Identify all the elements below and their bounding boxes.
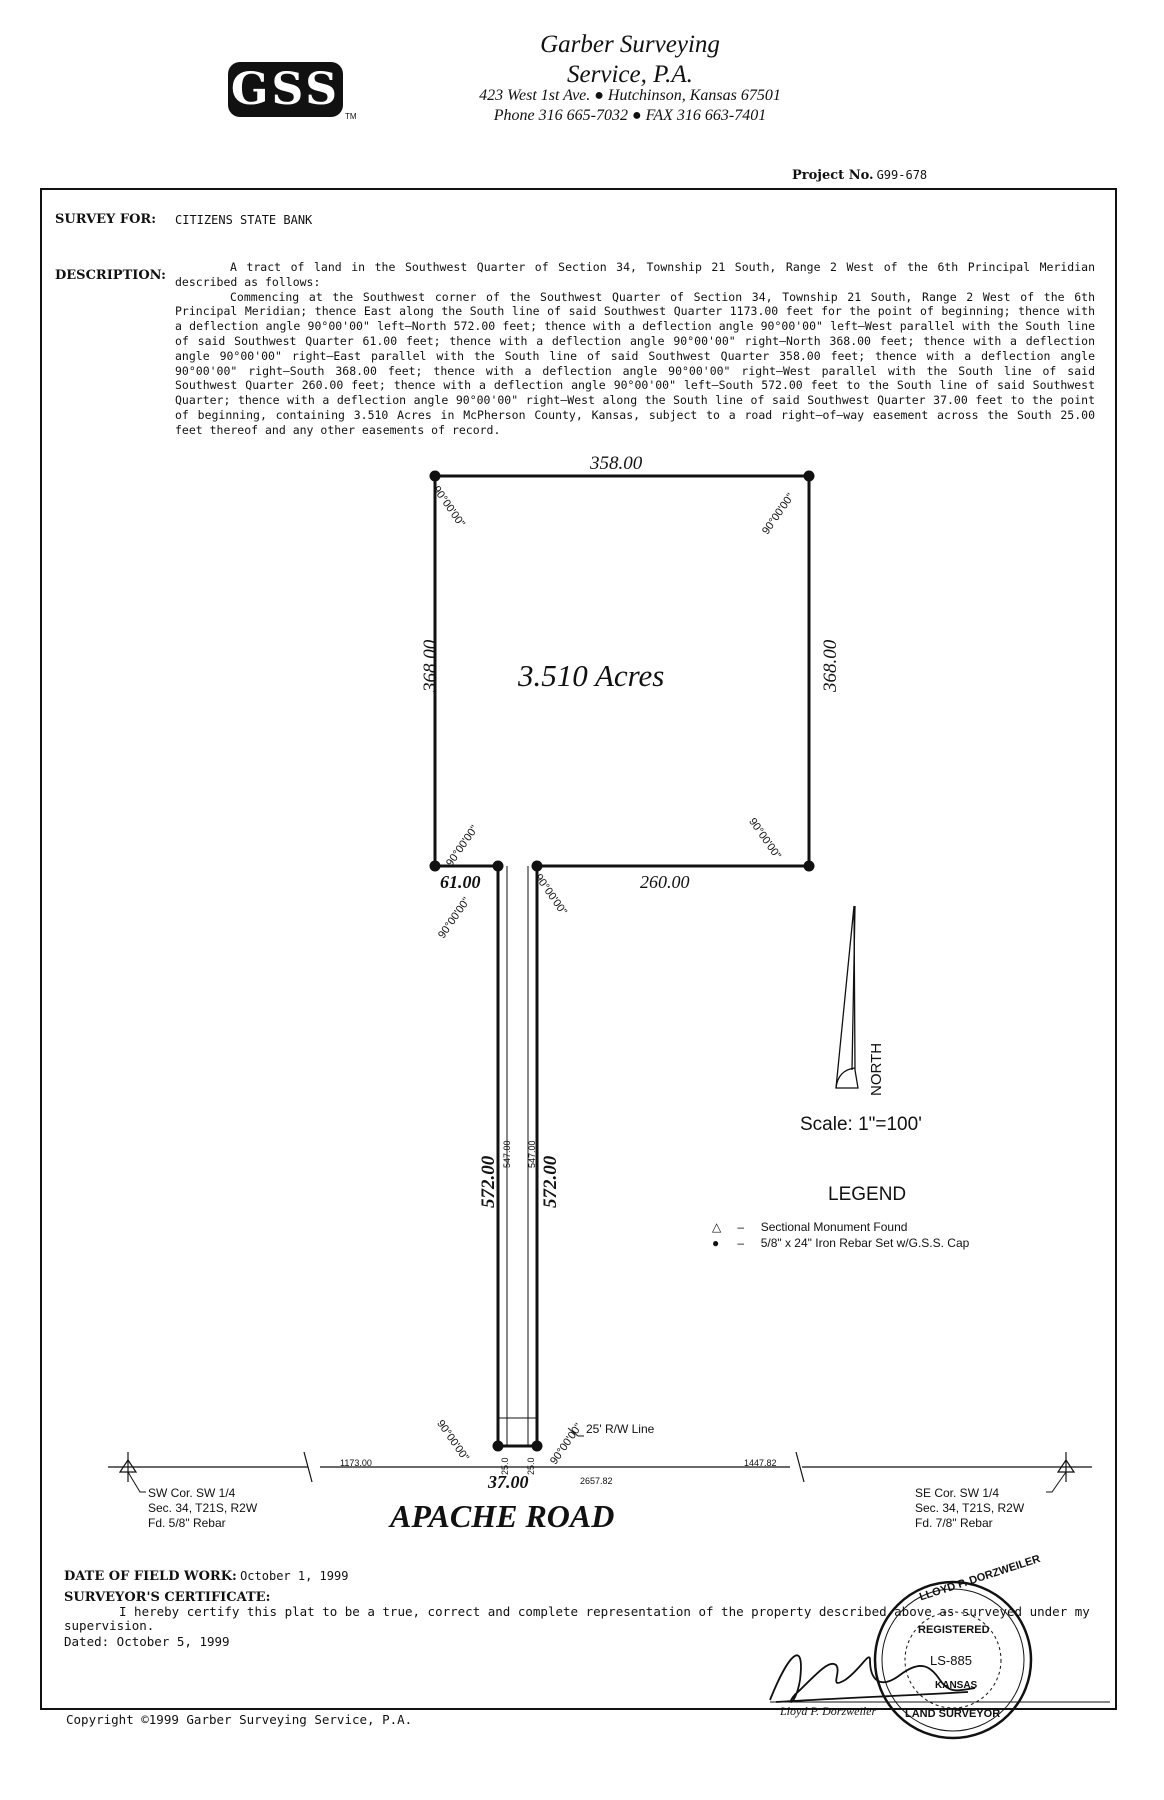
certificate-date: Dated: October 5, 1999 <box>64 1634 230 1649</box>
sw-corner-line1: SW Cor. SW 1/4 <box>148 1486 236 1500</box>
certificate-text: I hereby certify this plat to be a true, correct and complete representation of the property described above as surveyed under my supervision. <box>64 1604 1090 1633</box>
plat-scale: Scale: 1"=100' <box>800 1114 922 1135</box>
company-name-line1: Garber Surveying <box>540 31 720 58</box>
seal-title: LAND SURVEYOR <box>905 1708 1001 1720</box>
project-value: G99-678 <box>876 168 928 182</box>
dim-572-right: 572.00 <box>540 1155 561 1208</box>
north-label: NORTH <box>868 1042 885 1096</box>
project-label: Project No. <box>792 168 874 183</box>
north-arrow-icon <box>836 906 858 1088</box>
rebar-icon <box>430 471 441 482</box>
copyright: Copyright ©1999 Garber Surveying Service, P.A. <box>66 1712 413 1727</box>
seal-registered: REGISTERED <box>918 1624 990 1636</box>
se-leader <box>1046 1472 1066 1492</box>
se-corner-line2: Sec. 34, T21S, R2W <box>915 1501 1025 1515</box>
dim-572-left: 572.00 <box>478 1155 499 1208</box>
tract-outline <box>435 476 809 1446</box>
description-label: DESCRIPTION: <box>55 268 166 283</box>
rebar-icon <box>532 861 543 872</box>
description-intro: A tract of land in the Southwest Quarter of Section 34, Township 21 South, Range 2 West of the 6th Principal Meridian described as follows: <box>175 260 1095 289</box>
dim-25-left: 25.0 <box>500 1457 510 1475</box>
south-line-2657: 2657.82 <box>580 1476 613 1486</box>
dim-260: 260.00 <box>640 872 690 892</box>
rebar-icon <box>804 861 815 872</box>
seal-name: LLOYD P. DORZWEILER <box>918 1552 1042 1604</box>
legend-dash: – <box>737 1220 745 1234</box>
angle-nw: 90°00'00" <box>430 484 468 530</box>
dim-left: 368.00 <box>420 639 441 692</box>
trademark-mark: TM <box>345 112 357 121</box>
tract-boundary <box>435 476 809 1446</box>
sw-leader <box>128 1472 146 1492</box>
dim-61: 61.00 <box>440 872 481 892</box>
rebar-icon <box>430 861 441 872</box>
dim-37: 37.00 <box>488 1472 529 1492</box>
dim-547-right: 547.00 <box>527 1140 537 1168</box>
se-corner-line1: SE Cor. SW 1/4 <box>915 1486 1000 1500</box>
se-corner-line3: Fd. 7/8" Rebar <box>915 1516 993 1530</box>
rebar-markers <box>430 471 815 1452</box>
legend-item-monument <box>712 1220 907 1234</box>
rebar-icon <box>493 861 504 872</box>
se-corner-note <box>915 1486 1024 1531</box>
rebar-icon <box>493 1441 504 1452</box>
dim-547-left: 547.00 <box>502 1140 512 1168</box>
sw-corner-line3: Fd. 5/8" Rebar <box>148 1516 226 1530</box>
tract-area: 3.510 Acres <box>518 658 665 693</box>
certificate-label: SURVEYOR'S CERTIFICATE: <box>64 1590 271 1605</box>
field-work-value: October 1, 1999 <box>240 1569 349 1583</box>
south-line-1173: 1173.00 <box>340 1458 372 1468</box>
legend-dash: – <box>737 1236 745 1250</box>
company-name-line2: Service, P.A. <box>567 61 693 88</box>
angle-south: 90°00'00" <box>548 1421 585 1467</box>
dim-top: 358.00 <box>590 453 643 474</box>
angle-260: 90°00'00" <box>532 872 570 918</box>
legend-text: Sectional Monument Found <box>760 1220 908 1234</box>
seal-number: LS-885 <box>930 1653 972 1668</box>
row-line-label: 25' R/W Line <box>586 1422 655 1436</box>
rebar-legend-icon: ● <box>712 1236 720 1250</box>
angle-ne: 90°00'00" <box>760 491 797 537</box>
rebar-icon <box>804 471 815 482</box>
signer-name: Lloyd P. Dorzweiler <box>780 1704 877 1718</box>
seal-state: KANSAS <box>935 1680 978 1691</box>
legend-item-rebar <box>712 1236 969 1250</box>
legend-text: 5/8" x 24" Iron Rebar Set w/G.S.S. Cap <box>760 1236 970 1250</box>
company-logo: GSS <box>228 62 343 117</box>
legend-title: LEGEND <box>828 1184 907 1205</box>
dim-25-right: 25.0 <box>526 1457 536 1475</box>
field-work-date <box>64 1568 348 1584</box>
sw-corner-line2: Sec. 34, T21S, R2W <box>148 1501 258 1515</box>
rebar-icon <box>532 1441 543 1452</box>
angle-pob: 90°00'00" <box>434 1418 472 1464</box>
road-name: APACHE ROAD <box>390 1498 615 1534</box>
monument-icon: △ <box>712 1220 722 1234</box>
angle-se: 90°00'00" <box>746 816 784 862</box>
angle-61: 90°00'00" <box>436 895 473 941</box>
survey-for-label: SURVEY FOR: <box>55 212 157 227</box>
description-body: Commencing at the Southwest corner of the Southwest Quarter of Section 34, Township 21 South, Range 2 West of the 6th Principal Meridian; thence East along the South line of said Southwest Quarter 1173.00 feet for the point of beginning; thence with a deflection angle 90°00'00" left–North 572.00 feet; thence with a deflection angle 90°00'00" left–West parallel with the South line of said Southwest Quarter 61.00 feet; thence with a deflection angle 90°00'00" right–North 368.00 feet; thence with a deflection angle 90°00'00" right–East parallel with the South line of said Southwest Quarter 358.00 feet; thence with a deflection angle 90°00'00" right–South 368.00 feet; thence with a deflection angle 90°00'00" right–West parallel with the South line of said Southwest Quarter 260.00 feet; thence with a deflection angle 90°00'00" left–South 572.00 feet to the South line of said Southwest Quarter; thence with a deflection angle 90°00'00" right–West along the South line of said Southwest Quarter 37.00 feet to the point of beginning, containing 3.510 Acres in McPherson County, Kansas, subject to a road right–of–way easement across the South 25.00 feet thereof and any other easements of record. <box>175 289 1095 437</box>
south-line-1447: 1447.82 <box>744 1458 777 1468</box>
field-work-label: DATE OF FIELD WORK: <box>64 1569 237 1584</box>
dim-right: 368.00 <box>820 639 841 692</box>
company-address: 423 West 1st Ave. ● Hutchinson, Kansas 67501 <box>479 87 781 104</box>
survey-for-value: CITIZENS STATE BANK <box>175 213 313 227</box>
sw-corner-note <box>148 1486 257 1531</box>
company-phone: Phone 316 665-7032 ● FAX 316 663-7401 <box>493 107 767 124</box>
angle-sw-inner: 90°00'00" <box>444 823 481 869</box>
